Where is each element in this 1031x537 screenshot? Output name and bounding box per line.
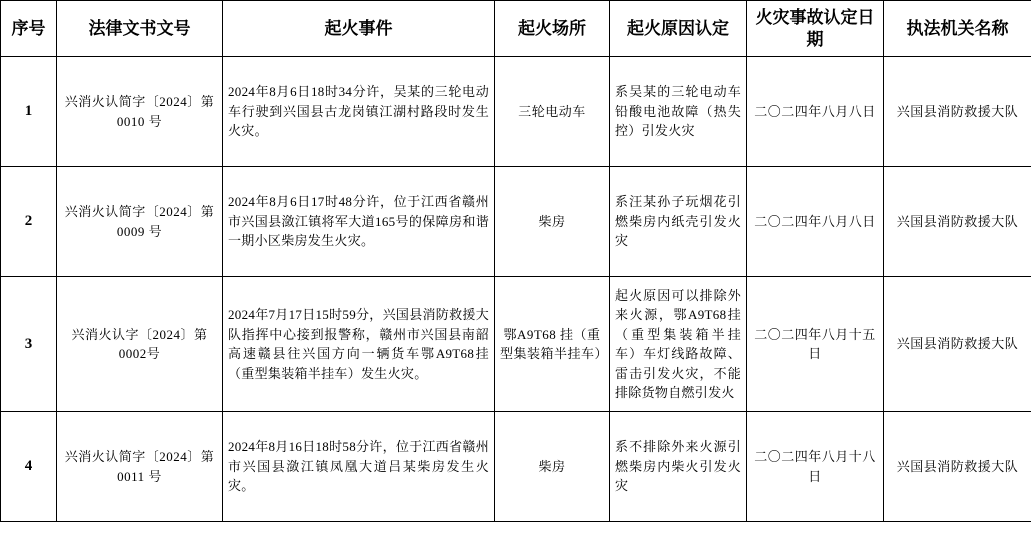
cell-seq: 3	[1, 277, 57, 412]
table-header-row	[1, 1, 1031, 57]
cell-date: 二〇二四年八月八日	[747, 57, 884, 167]
table-row	[1, 277, 1031, 412]
cell-place: 柴房	[495, 412, 610, 522]
cell-event: 2024年8月6日17时48分许，位于江西省赣州市兴国县潋江镇将军大道165号的保障房和谐一期小区柴房发生火灾。	[223, 167, 495, 277]
column-header-doc-no: 法律文书文号	[57, 1, 223, 57]
cell-seq: 4	[1, 412, 57, 522]
cell-place: 三轮电动车	[495, 57, 610, 167]
cell-event: 2024年7月17日15时59分，兴国县消防救援大队指挥中心接到报警称，赣州市兴国县南韶高速赣县往兴国方向一辆货车鄂A9T68挂（重型集装箱半挂车）发生火灾。	[223, 277, 495, 412]
table-row	[1, 57, 1031, 167]
cell-cause: 系吴某的三轮电动车铅酸电池故障（热失控）引发火灾	[610, 57, 747, 167]
table-row	[1, 412, 1031, 522]
cell-cause: 起火原因可以排除外来火源，鄂A9T68挂（重型集装箱半挂车）车灯线路故障、雷击引发火灾，不能排除货物自燃引发火	[610, 277, 747, 412]
cell-agency: 兴国县消防救援大队	[884, 57, 1031, 167]
column-header-place: 起火场所	[495, 1, 610, 57]
cell-agency: 兴国县消防救援大队	[884, 412, 1031, 522]
cell-agency: 兴国县消防救援大队	[884, 167, 1031, 277]
cell-place: 鄂A9T68 挂（重型集装箱半挂车）	[495, 277, 610, 412]
cell-doc-no: 兴消火认字〔2024〕第0002号	[57, 277, 223, 412]
cell-doc-no: 兴消火认简字〔2024〕第 0011 号	[57, 412, 223, 522]
cell-date: 二〇二四年八月八日	[747, 167, 884, 277]
cell-place: 柴房	[495, 167, 610, 277]
cell-date: 二〇二四年八月十八日	[747, 412, 884, 522]
table-body	[1, 57, 1031, 522]
cell-seq: 2	[1, 167, 57, 277]
cell-date: 二〇二四年八月十五日	[747, 277, 884, 412]
cell-seq: 1	[1, 57, 57, 167]
column-header-cause: 起火原因认定	[610, 1, 747, 57]
cell-event: 2024年8月6日18时34分许，吴某的三轮电动车行驶到兴国县古龙岗镇江湖村路段时发生火灾。	[223, 57, 495, 167]
table-row	[1, 167, 1031, 277]
cell-doc-no: 兴消火认简字〔2024〕第 0010 号	[57, 57, 223, 167]
cell-cause: 系不排除外来火源引燃柴房内柴火引发火灾	[610, 412, 747, 522]
cell-event: 2024年8月16日18时58分许，位于江西省赣州市兴国县潋江镇凤凰大道吕某柴房发生火灾。	[223, 412, 495, 522]
cell-agency: 兴国县消防救援大队	[884, 277, 1031, 412]
cell-doc-no: 兴消火认简字〔2024〕第 0009 号	[57, 167, 223, 277]
column-header-agency: 执法机关名称	[884, 1, 1031, 57]
column-header-date: 火灾事故认定日期	[747, 1, 884, 57]
column-header-event: 起火事件	[223, 1, 495, 57]
column-header-seq: 序号	[1, 1, 57, 57]
table-header	[1, 1, 1031, 57]
cell-cause: 系汪某孙子玩烟花引燃柴房内纸壳引发火灾	[610, 167, 747, 277]
